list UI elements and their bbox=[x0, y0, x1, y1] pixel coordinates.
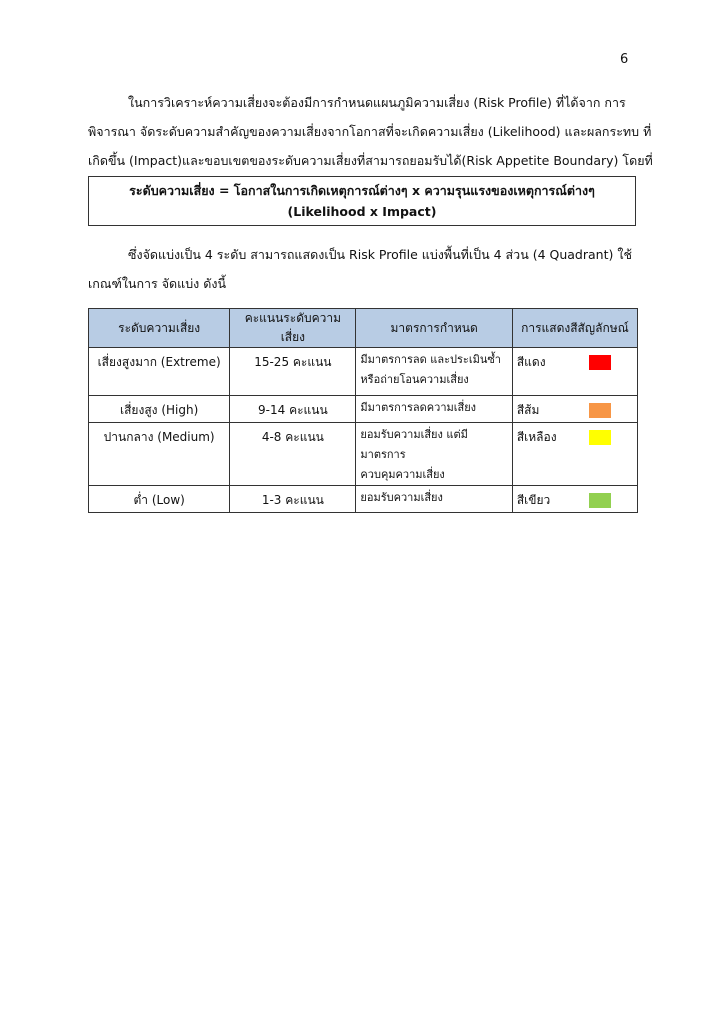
risk-level-cell: เสี่ยงสูง (High) bbox=[120, 403, 199, 417]
measure-cell bbox=[360, 396, 507, 418]
risk-level-cell: เสี่ยงสูงมาก (Extreme) bbox=[97, 355, 221, 369]
table-row bbox=[89, 423, 638, 486]
green-swatch-icon bbox=[589, 493, 611, 508]
paragraph-intro bbox=[88, 88, 653, 175]
formula-line: ระดับความเสี่ยง = โอกาสในการเกิดเหตุการณ์ต่างๆ x ความรุนแรงของเหตุการณ์ต่างๆ bbox=[129, 183, 595, 198]
table-row bbox=[89, 396, 638, 423]
table-header-row bbox=[89, 309, 638, 348]
color-symbol-cell bbox=[517, 348, 633, 372]
risk-level-cell: ปานกลาง (Medium) bbox=[103, 430, 215, 444]
column-header: มาตรการกำหนด bbox=[356, 309, 512, 348]
table-row bbox=[89, 486, 638, 513]
measure-line: ยอมรับความเสี่ยง แต่มีมาตรการ bbox=[360, 428, 468, 461]
score-cell: 9-14 คะแนน bbox=[258, 403, 328, 417]
table-row bbox=[89, 348, 638, 396]
score-cell: 4-8 คะแนน bbox=[261, 430, 324, 444]
color-name: สีแดง bbox=[516, 355, 546, 369]
red-swatch-icon bbox=[589, 355, 611, 370]
risk-level-table bbox=[88, 308, 638, 513]
measure-cell bbox=[360, 348, 507, 390]
color-symbol-cell bbox=[517, 396, 633, 420]
orange-swatch-icon bbox=[589, 403, 611, 418]
column-header: ระดับความเสี่ยง bbox=[89, 309, 230, 348]
paragraph-levels bbox=[88, 240, 636, 298]
measure-cell bbox=[360, 423, 507, 485]
paragraph-line: เกณฑ์ในการ จัดแบ่ง ดังนี้ bbox=[88, 276, 227, 291]
color-name: สีส้ม bbox=[516, 403, 540, 417]
paragraph-line: เกิดขึ้น (Impact)และขอบเขตของระดับความเสี่ยงที่สามารถยอมรับได้(Risk Appetite Boundary) โดยที่ bbox=[88, 153, 653, 168]
measure-line: ควบคุมความเสี่ยง bbox=[360, 468, 445, 481]
color-name: สีเหลือง bbox=[516, 430, 557, 444]
color-symbol-cell bbox=[517, 423, 633, 447]
score-cell: 15-25 คะแนน bbox=[254, 355, 332, 369]
score-cell: 1-3 คะแนน bbox=[261, 493, 324, 507]
measure-cell bbox=[360, 486, 507, 508]
measure-line: ยอมรับความเสี่ยง bbox=[360, 491, 443, 504]
paragraph-line: ในการวิเคราะห์ความเสี่ยงจะต้องมีการกำหนดแผนภูมิความเสี่ยง (Risk Profile) ที่ได้จาก การ bbox=[128, 95, 626, 110]
measure-line: มีมาตรการลดความเสี่ยง bbox=[360, 401, 477, 414]
color-symbol-cell bbox=[517, 486, 633, 510]
page-number: 6 bbox=[620, 52, 629, 67]
column-header: คะแนนระดับความเสี่ยง bbox=[230, 309, 356, 348]
yellow-swatch-icon bbox=[589, 430, 611, 445]
measure-line: มีมาตรการลด และประเมินซ้ำ bbox=[360, 353, 501, 366]
formula-box bbox=[88, 176, 636, 226]
risk-level-cell: ต่ำ (Low) bbox=[133, 493, 185, 507]
paragraph-line: ซึ่งจัดแบ่งเป็น 4 ระดับ สามารถแสดงเป็น Risk Profile แบ่งพื้นที่เป็น 4 ส่วน (4 Quadrant) ใช้ bbox=[128, 247, 632, 262]
formula-line: (Likelihood x Impact) bbox=[287, 204, 437, 219]
column-header: การแสดงสีสัญลักษณ์ bbox=[512, 309, 637, 348]
color-name: สีเขียว bbox=[516, 493, 551, 507]
paragraph-line: พิจารณา จัดระดับความสำคัญของความเสี่ยงจากโอกาสที่จะเกิดความเสี่ยง (Likelihood) และผลกระทบ ที่ bbox=[88, 124, 652, 139]
measure-line: หรือถ่ายโอนความเสี่ยง bbox=[360, 373, 469, 386]
